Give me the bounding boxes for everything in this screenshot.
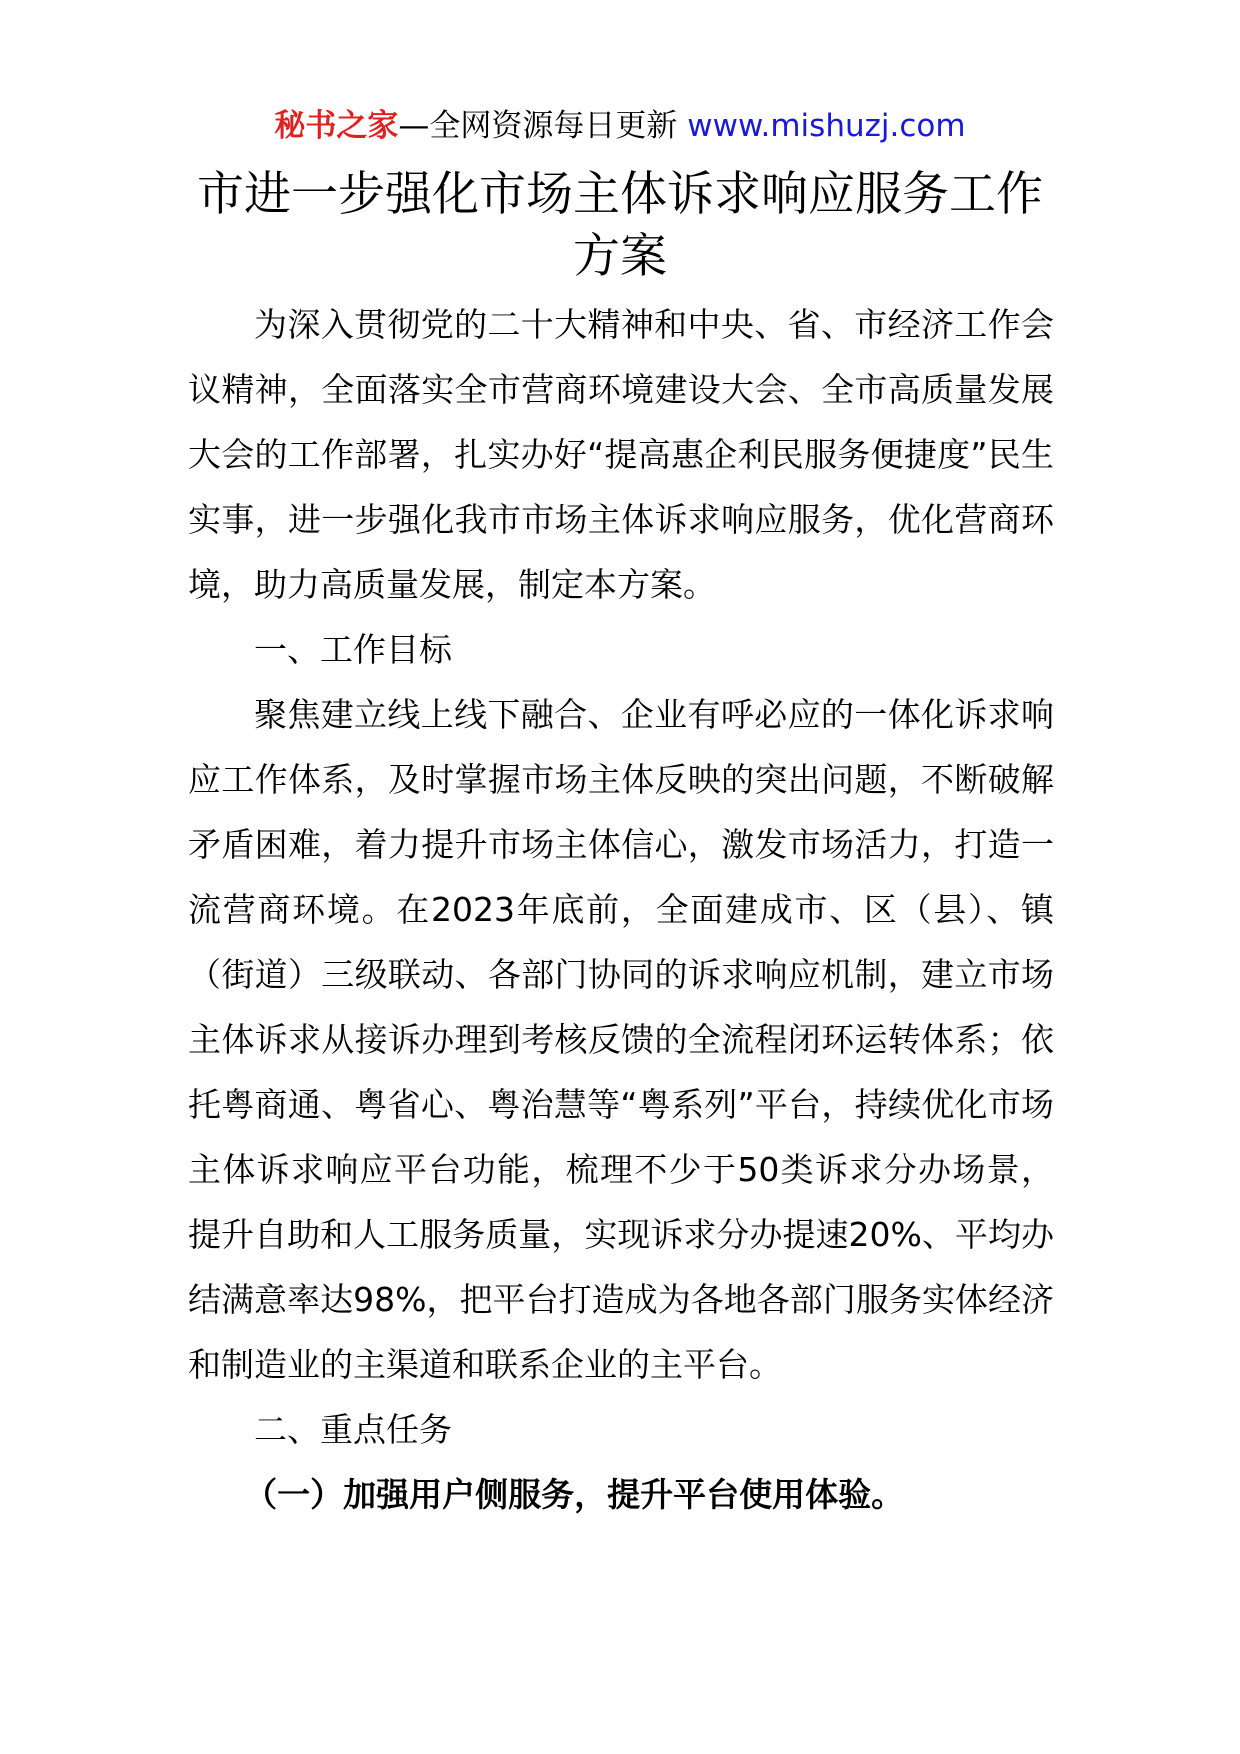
subsection-heading-user-service: （一）加强用户侧服务，提升平台使用体验。 [244,1475,905,1514]
document-title: 市进一步强化市场主体诉求响应服务工作方案 [197,167,1043,284]
header-banner [0,106,1240,146]
section-heading-goals: 一、工作目标 [254,630,452,669]
section-heading-tasks: 二、重点任务 [254,1410,452,1449]
banner-brand: 秘书之家 [274,108,399,144]
banner-url-link[interactable]: www.mishuzj.com [687,108,966,144]
intro-paragraph: 为深入贯彻党的二十大精神和中央、省、市经济工作会议精神，全面落实全市营商环境建设大会、全市高质量发展大会的工作部署，扎实办好“提高惠企利民服务便捷度”民生实事，进一步强化我市市场主体诉求响应服务，优化营商环境，助力高质量发展，制定本方案。 [188,305,1054,604]
document-body [188,292,1054,1527]
goals-paragraph: 聚焦建立线上线下融合、企业有呼必应的一体化诉求响应工作体系，及时掌握市场主体反映的突出问题，不断破解矛盾困难，着力提升市场主体信心，激发市场活力，打造一流营商环境。在2023年底前，全面建成市、区（县）、镇（街道）三级联动、各部门协同的诉求响应机制，建立市场主体诉求从接诉办理到考核反馈的全流程闭环运转体系；依托粤商通、粤省心、粤治慧等“粤系列”平台，持续优化市场主体诉求响应平台功能，梳理不少于50类诉求分办场景，提升自助和人工服务质量，实现诉求分办提速20%、平均办结满意率达98%，把平台打造成为各地各部门服务实体经济和制造业的主渠道和联系企业的主平台。 [188,695,1054,1384]
banner-slogan: —全网资源每日更新 [398,108,688,144]
